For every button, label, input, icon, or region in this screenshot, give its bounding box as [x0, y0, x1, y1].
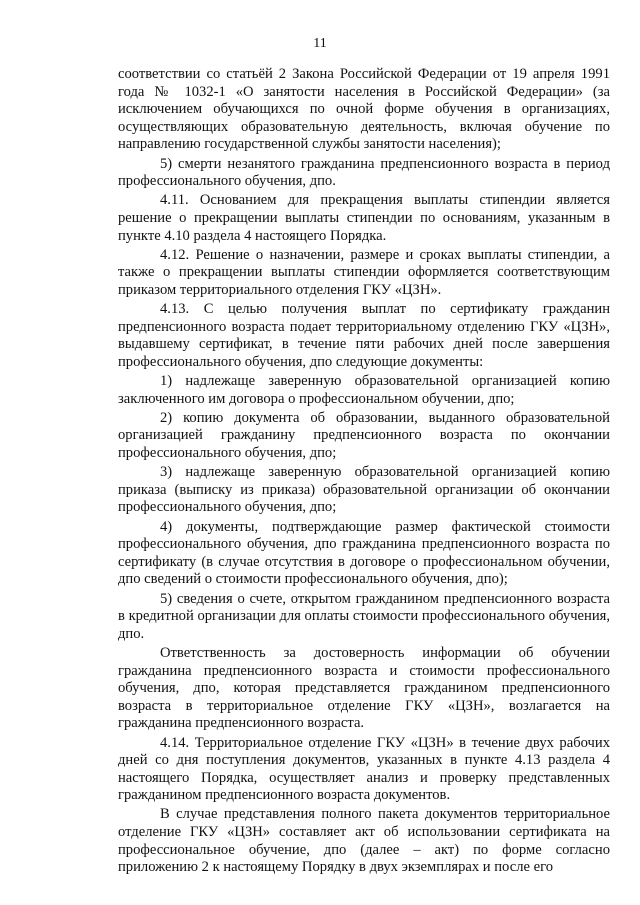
paragraph: 2) копию документа об образовании, выданного образовательной организацией гражданину предпенсионного возраста по окончании профессионального обучения, дпо;	[118, 409, 610, 462]
paragraph: 5) смерти незанятого гражданина предпенсионного возраста в период профессионального обучения, дпо.	[118, 155, 610, 190]
paragraph: соответствии со статьёй 2 Закона Российской Федерации от 19 апреля 1991 года № 1032-1 «О занятости населения в Российской Федерации» (за исключением обучающихся по очной форме обучения в организациях, осуществляющих образовательную деятельность, включая обучение по направлению государственной службы занятости населения);	[118, 66, 610, 153]
document-body	[118, 66, 610, 877]
paragraph: 1) надлежаще заверенную образовательной организацией копию заключенного им договора о профессиональном обучении, дпо;	[118, 373, 610, 407]
page-number: 11	[313, 36, 327, 51]
paragraph: 5) сведения о счете, открытом гражданином предпенсионного возраста в кредитной организации для оплаты стоимости профессионального обучения, дпо.	[118, 590, 610, 642]
paragraph: 4.13. С целью получения выплат по сертификату гражданин предпенсионного возраста подает территориальному отделению ГКУ «ЦЗН», выдавшему сертификат, в течение пяти рабочих дней после завершения профессионального обучения, дпо следующие документы:	[118, 301, 610, 370]
paragraph: 4.14. Территориальное отделение ГКУ «ЦЗН» в течение двух рабочих дней со дня поступления документов, указанных в пункте 4.13 раздела 4 настоящего Порядка, осуществляет анализ и проверку представленных гражданином предпенсионного возраста документов.	[118, 734, 610, 804]
paragraph: Ответственность за достоверность информации об обучении гражданина предпенсионного возраста и стоимости профессионального обучения, дпо, которая представляется гражданином предпенсионного возраста в территориальное отделение ГКУ «ЦЗН», возлагается на гражданина предпенсионного возраста.	[118, 644, 610, 732]
paragraph: 4.11. Основанием для прекращения выплаты стипендии является решение о прекращении выплаты стипендии по основаниям, указанным в пункте 4.10 раздела 4 настоящего Порядка.	[118, 192, 610, 244]
paragraph: 3) надлежаще заверенную образовательной организацией копию приказа (выписку из приказа) образовательной организации об окончании профессионального обучения, дпо;	[118, 464, 610, 516]
paragraph: В случае представления полного пакета документов территориальное отделение ГКУ «ЦЗН» составляет акт об использовании сертификата на профессиональное обучение, дпо (далее – акт) по форме согласно приложению 2 к настоящему Порядку в двух экземплярах и после его	[118, 806, 610, 876]
paragraph: 4) документы, подтверждающие размер фактической стоимости профессионального обучения, дпо гражданина предпенсионного возраста по сертификату (в случае отсутствия в договоре о профессиональном обучении, дпо сведений о стоимости профессионального обучения, дпо);	[118, 518, 610, 588]
paragraph: 4.12. Решение о назначении, размере и сроках выплаты стипендии, а также о прекращении выплаты стипендии оформляется соответствующим приказом территориального отделения ГКУ «ЦЗН».	[118, 246, 610, 298]
